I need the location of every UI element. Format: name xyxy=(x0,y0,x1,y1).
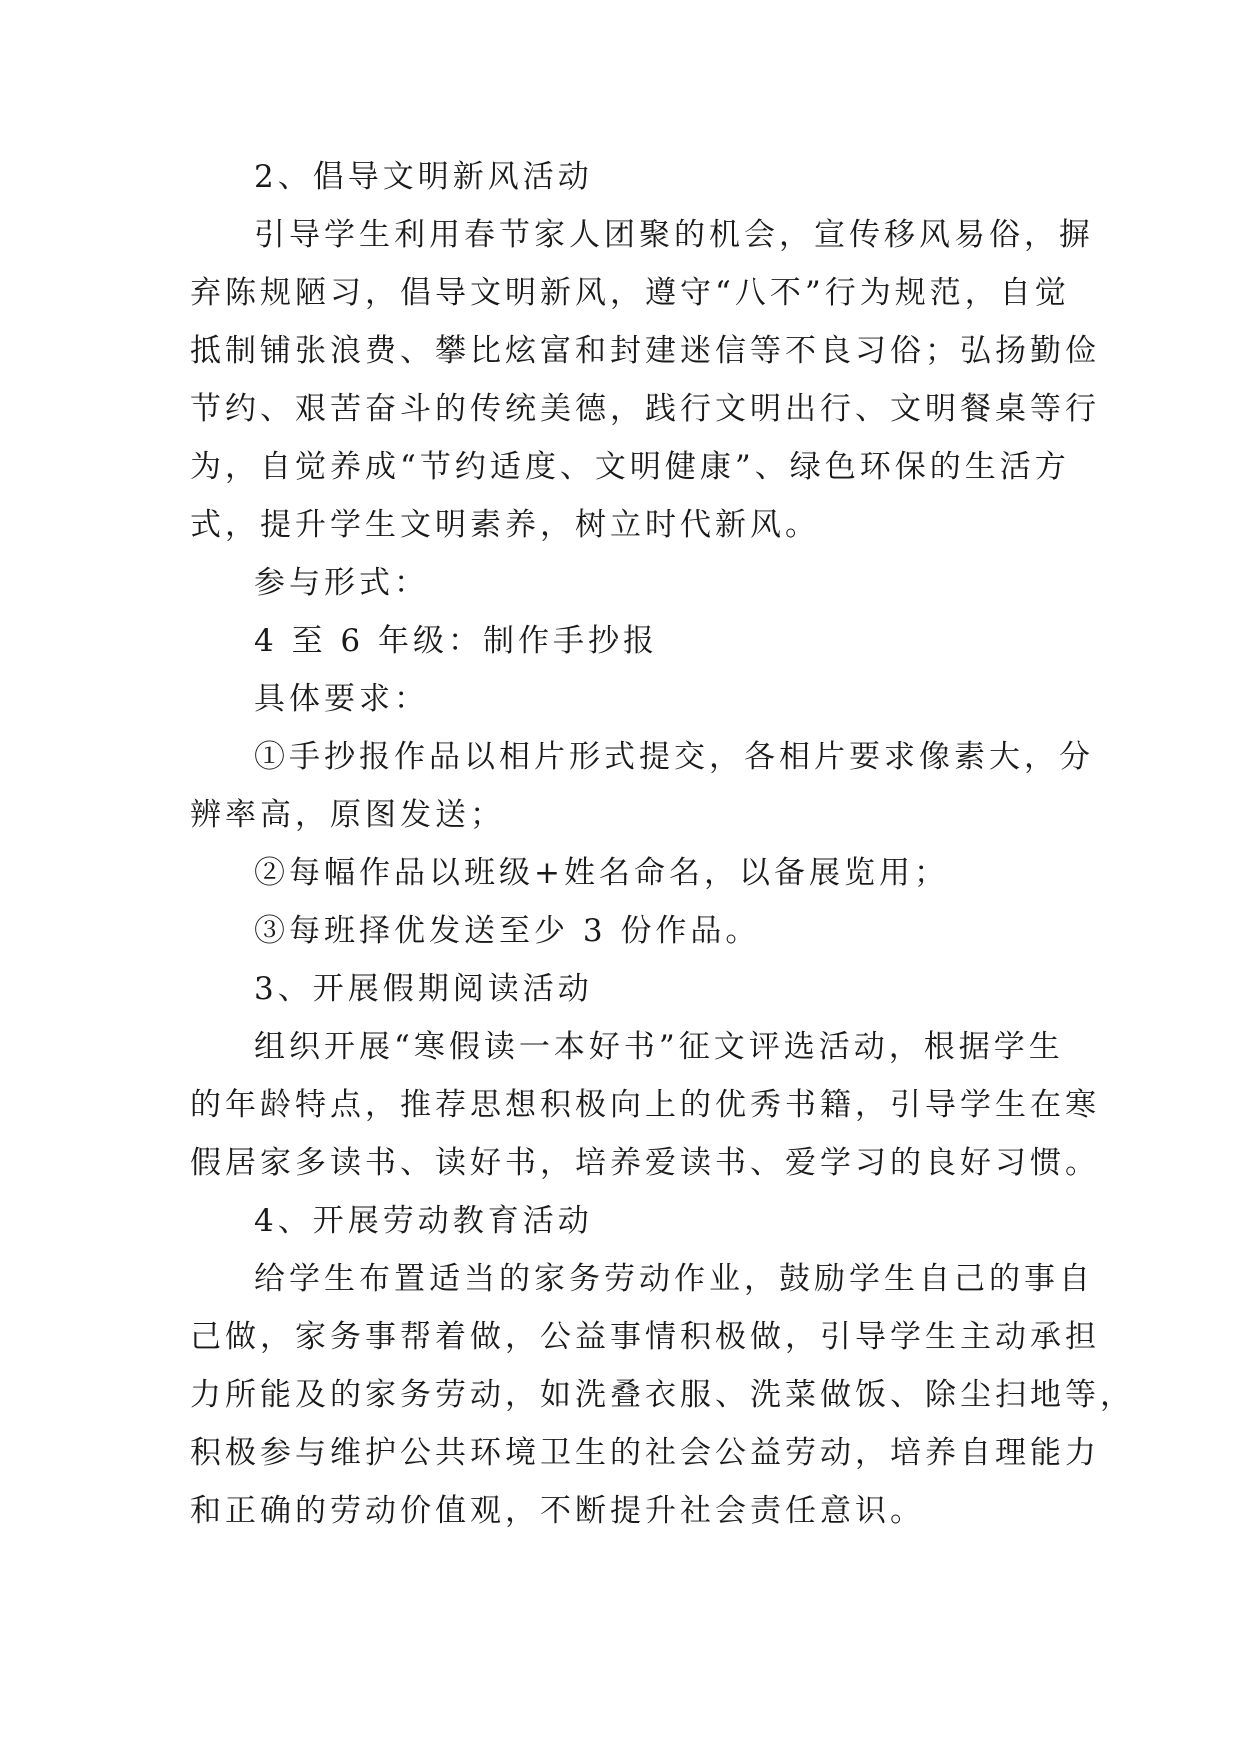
section-heading-3: 3、开展假期阅读活动 xyxy=(254,971,593,1007)
document-page xyxy=(190,148,1135,1540)
labor-line-1: 给学生布置适当的家务劳动作业，鼓励学生自己的事自 xyxy=(254,1261,1094,1297)
labor-line-5: 和正确的劳动价值观，不断提升社会责任意识。 xyxy=(190,1493,925,1529)
civility-line-3: 抵制铺张浪费、攀比炫富和封建迷信等不良习俗；弘扬勤俭 xyxy=(190,333,1100,369)
requirement-3: ③每班择优发送至少 3 份作品。 xyxy=(254,913,761,949)
reading-line-2: 的年龄特点，推荐思想积极向上的优秀书籍，引导学生在寒 xyxy=(190,1087,1100,1123)
reading-line-3: 假居家多读书、读好书，培养爱读书、爱学习的良好习惯。 xyxy=(190,1145,1100,1181)
requirement-1-line-1: ①手抄报作品以相片形式提交，各相片要求像素大，分 xyxy=(254,739,1094,775)
labor-line-4: 积极参与维护公共环境卫生的社会公益劳动，培养自理能力 xyxy=(190,1435,1100,1471)
section-heading-2: 2、倡导文明新风活动 xyxy=(254,159,593,195)
labor-paragraph xyxy=(190,1250,1135,1540)
reading-line-1: 组织开展“寒假读一本好书”征文评选活动，根据学生 xyxy=(254,1029,1064,1065)
labor-line-2: 己做，家务事帮着做，公益事情积极做，引导学生主动承担 xyxy=(190,1319,1100,1355)
civility-line-1: 引导学生利用春节家人团聚的机会，宣传移风易俗，摒 xyxy=(254,217,1094,253)
civility-paragraph xyxy=(190,206,1100,554)
civility-line-5: 为，自觉养成“节约适度、文明健康”、绿色环保的生活方 xyxy=(190,449,1070,485)
labor-line-3: 力所能及的家务劳动，如洗叠衣服、洗菜做饭、除尘扫地等， xyxy=(190,1377,1135,1413)
section-heading-4: 4、开展劳动教育活动 xyxy=(254,1203,593,1239)
grades-line: 4 至 6 年级：制作手抄报 xyxy=(254,623,659,659)
requirement-2: ②每幅作品以班级+姓名命名，以备展览用； xyxy=(254,855,949,891)
civility-line-4: 节约、艰苦奋斗的传统美德，践行文明出行、文明餐桌等行 xyxy=(190,391,1100,427)
civility-line-2: 弃陈规陋习，倡导文明新风，遵守“八不”行为规范，自觉 xyxy=(190,275,1070,311)
civility-line-6: 式，提升学生文明素养，树立时代新风。 xyxy=(190,507,820,543)
reading-paragraph xyxy=(190,1018,1100,1192)
requirement-1 xyxy=(190,728,1094,844)
requirement-1-line-2: 辨率高，原图发送； xyxy=(190,797,505,833)
requirements-label: 具体要求： xyxy=(254,681,429,717)
participation-label: 参与形式： xyxy=(254,565,429,601)
